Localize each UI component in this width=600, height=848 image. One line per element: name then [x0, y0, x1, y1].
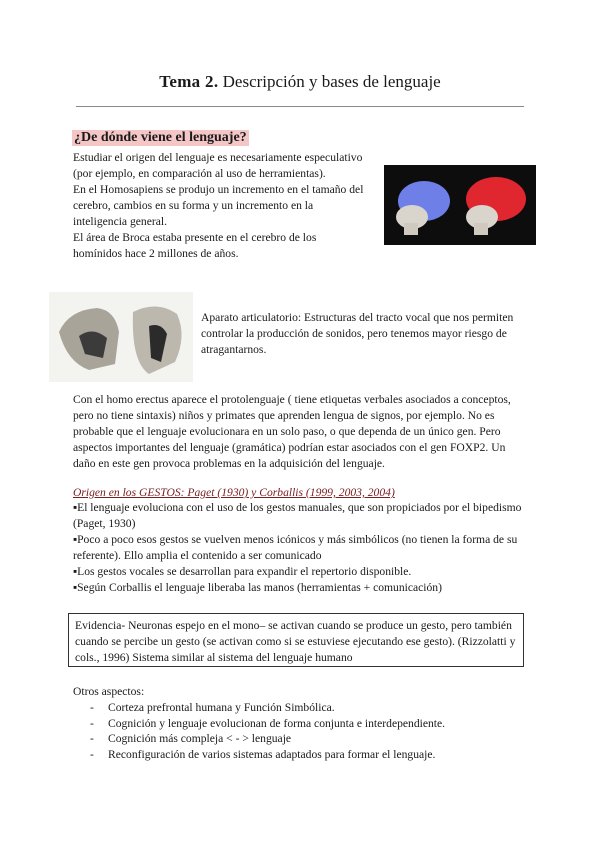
list-item: ▪Según Corballis el lenguaje liberaba las manos (herramientas + comunicación): [73, 581, 442, 594]
section-heading-origen: ¿De dónde viene el lenguaje?: [74, 130, 247, 145]
brain-comparison-image: [384, 165, 536, 245]
evidence-box: Evidencia- Neuronas espejo en el mono– se activan cuando se produce un gesto, pero también cuando se percibe un gesto (se activan como si se estuviese ejecutando ese gesto). (Rizzolatti y cols., 1996) Sistema similar al sistema del lenguaje humano: [68, 613, 524, 667]
intro-text: [73, 150, 368, 262]
gestos-heading: Origen en los GESTOS: Paget (1930) y Corballis (1999, 2003, 2004): [73, 486, 395, 499]
intro-paragraph: Estudiar el origen del lenguaje es necesariamente especulativo (por ejemplo, en comparación al uso de herramientas).: [73, 151, 363, 180]
homo-erectus-paragraph: Con el homo erectus aparece el protolenguaje ( tiene etiquetas verbales asociados a conceptos, pero no tiene sintaxis) niños y primates que aprenden lengua de signos, por ejemplo. No es probable que el lenguaje evolucionara en un solo paso, o que dependa de un único gen. Pero aspectos importantes del lenguaje (gramática) podrían estar asociados con el gen FOXP2. Un daño en este gen provoca problemas en la adquisición del lenguaje.: [73, 393, 511, 470]
vocal-tract-image: [49, 292, 193, 382]
list-item: ▪El lenguaje evoluciona con el uso de los gestos manuales, que son propiciados por el bipedismo (Paget, 1930): [73, 501, 522, 530]
list-item: ▪Poco a poco esos gestos se vuelven menos icónicos y más simbólicos (no tienen la forma de su referente). Ello amplia el contenido a ser comunicado: [73, 533, 518, 562]
title-divider: [76, 106, 524, 107]
list-item: - Reconfiguración de varios sistemas adaptados para formar el lenguaje.: [90, 747, 436, 761]
intro-paragraph: En el Homosapiens se produjo un incremento en el tamaño del cerebro, cambios en su forma y un incremento en la inteligencia general.: [73, 183, 364, 228]
otros-list: [90, 700, 510, 762]
gestos-bullet-list: [73, 500, 533, 596]
otros-heading: Otros aspectos:: [73, 685, 145, 698]
list-item: - Cognición más compleja < - > lenguaje: [90, 732, 292, 745]
list-item: ▪Los gestos vocales se desarrollan para expandir el repertorio disponible.: [73, 565, 412, 578]
page-title: Tema 2. Descripción y bases de lenguaje: [159, 72, 441, 91]
aparato-articulatorio-text: Aparato articulatorio: Estructuras del tracto vocal que nos permiten controlar la producción de sonidos, pero tenemos mayor riesgo de atragantarnos.: [201, 311, 514, 356]
intro-paragraph: El área de Broca estaba presente en el cerebro de los homínidos hace 2 millones de años.: [73, 231, 317, 260]
list-item: - Cognición y lenguaje evolucionan de forma conjunta e interdependiente.: [90, 716, 446, 730]
list-item: - Corteza prefrontal humana y Función Simbólica.: [90, 701, 335, 714]
